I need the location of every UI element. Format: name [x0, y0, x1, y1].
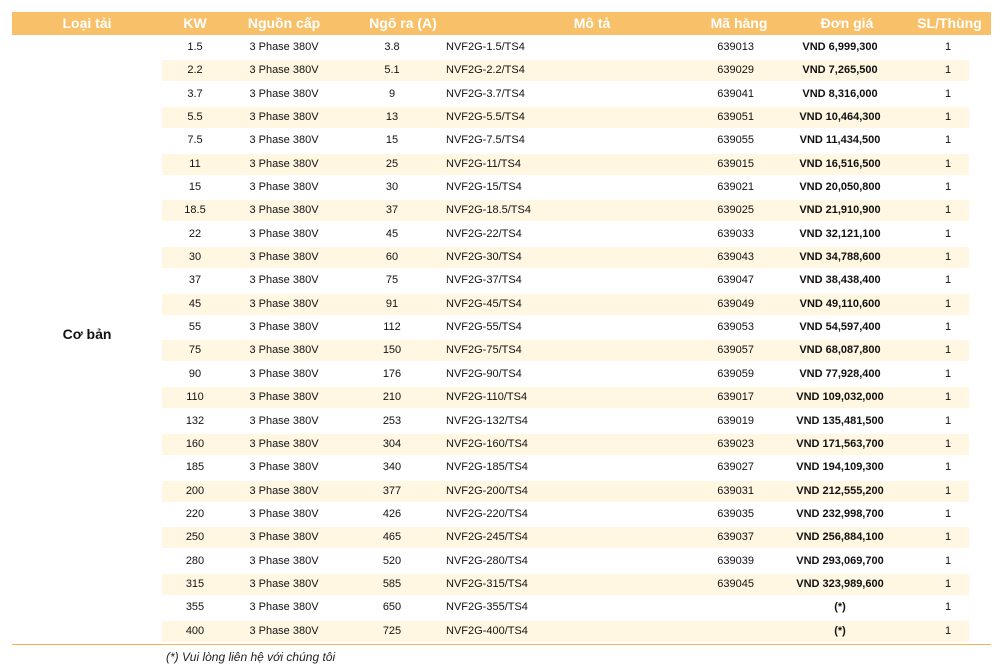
cell-qty: 1: [944, 624, 952, 637]
cell-supply: 3 Phase 380V: [249, 204, 319, 217]
cell-output: 426: [382, 507, 402, 520]
cell-price: VND 68,087,800: [799, 344, 881, 357]
load-type-group-label: Cơ bản: [62, 326, 112, 342]
cell-supply: 3 Phase 380V: [249, 41, 319, 53]
cell-output: 3.8: [384, 41, 400, 53]
cell-description: NVF2G-1.5/TS4: [446, 41, 525, 53]
cell-description: NVF2G-5.5/TS4: [446, 111, 525, 124]
cell-description: NVF2G-15/TS4: [446, 181, 522, 194]
table-row: [162, 526, 969, 549]
cell-description: NVF2G-280/TS4: [446, 554, 528, 567]
cell-output: 30: [385, 181, 399, 194]
cell-supply: 3 Phase 380V: [249, 251, 319, 264]
cell-description: NVF2G-200/TS4: [446, 484, 528, 497]
cell-qty: 1: [944, 181, 952, 194]
cell-price: (*): [834, 624, 846, 637]
cell-code: [682, 620, 754, 643]
table-row: [162, 293, 969, 316]
cell-kw: 220: [185, 507, 205, 520]
cell-output: 340: [382, 461, 402, 474]
cell-kw: 18.5: [184, 204, 206, 217]
table-row: [162, 59, 969, 82]
cell-qty: 1: [944, 251, 952, 264]
cell-price: VND 77,928,400: [799, 367, 881, 380]
cell-qty: 1: [944, 577, 952, 590]
cell-price: VND 232,998,700: [796, 507, 884, 520]
cell-price: VND 8,316,000: [802, 87, 878, 100]
cell-qty: 1: [944, 531, 952, 544]
cell-qty: 1: [944, 414, 952, 427]
cell-kw: 3.7: [187, 87, 203, 100]
table-row: [162, 503, 969, 526]
cell-output: 25: [385, 157, 399, 170]
cell-supply: 3 Phase 380V: [249, 157, 319, 170]
cell-price: VND 11,434,500: [799, 134, 881, 147]
cell-price: VND 256,884,100: [796, 531, 884, 544]
cell-kw: 110: [186, 391, 204, 404]
cell-price: VND 194,109,300: [796, 461, 884, 474]
cell-code: 639029: [717, 64, 754, 77]
table-row: [162, 410, 969, 433]
cell-supply: 3 Phase 380V: [249, 181, 319, 194]
cell-supply: 3 Phase 380V: [249, 484, 319, 497]
cell-supply: 3 Phase 380V: [249, 624, 319, 637]
header-qty: SL/Thùng: [917, 15, 982, 31]
cell-code: 639055: [717, 134, 754, 147]
cell-description: NVF2G-3.7/TS4: [446, 87, 525, 100]
cell-kw: 2.2: [187, 64, 203, 77]
cell-qty: 1: [944, 507, 952, 520]
table-row: [162, 316, 969, 339]
cell-output: 112: [383, 321, 401, 334]
cell-description: NVF2G-400/TS4: [446, 624, 528, 637]
cell-kw: 315: [185, 577, 205, 590]
cell-price: VND 16,516,500: [799, 157, 881, 170]
table-row: [162, 456, 969, 479]
cell-supply: 3 Phase 380V: [249, 367, 319, 380]
cell-supply: 3 Phase 380V: [249, 391, 319, 404]
cell-supply: 3 Phase 380V: [249, 297, 319, 310]
cell-description: NVF2G-37/TS4: [446, 274, 522, 287]
cell-price: VND 212,555,200: [796, 484, 884, 497]
cell-supply: 3 Phase 380V: [249, 531, 319, 544]
table-row: [162, 129, 969, 152]
table-row: [162, 596, 969, 619]
cell-description: NVF2G-132/TS4: [446, 414, 528, 427]
cell-supply: 3 Phase 380V: [249, 414, 319, 427]
cell-description: NVF2G-160/TS4: [446, 437, 528, 450]
cell-qty: 1: [944, 391, 952, 404]
cell-output: 45: [385, 227, 399, 240]
cell-output: 37: [385, 204, 399, 217]
cell-output: 75: [385, 274, 399, 287]
table-row: [162, 153, 969, 176]
cell-price: VND 21,910,900: [799, 204, 881, 217]
cell-description: NVF2G-315/TS4: [446, 577, 528, 590]
table-row: [162, 269, 969, 292]
cell-output: 13: [385, 111, 399, 124]
cell-qty: 1: [944, 111, 952, 124]
cell-qty: 1: [944, 41, 952, 53]
cell-code: 639057: [717, 344, 754, 357]
header-kw: KW: [183, 15, 207, 31]
cell-output: 91: [385, 297, 399, 310]
cell-output: 585: [382, 577, 402, 590]
cell-output: 176: [382, 367, 402, 380]
cell-output: 15: [385, 134, 399, 147]
cell-price: VND 32,121,100: [799, 227, 881, 240]
table-row: [162, 620, 969, 643]
cell-code: 639033: [717, 227, 754, 240]
cell-supply: 3 Phase 380V: [249, 321, 319, 334]
cell-code: 639037: [717, 531, 754, 544]
cell-kw: 185: [185, 461, 205, 474]
cell-price: VND 293,069,700: [796, 554, 884, 567]
cell-supply: 3 Phase 380V: [249, 437, 319, 450]
cell-description: NVF2G-7.5/TS4: [446, 134, 525, 147]
cell-price: VND 6,999,300: [802, 41, 878, 53]
cell-description: NVF2G-75/TS4: [446, 344, 522, 357]
cell-price: VND 54,597,400: [799, 321, 881, 334]
table-row: [162, 176, 969, 199]
cell-output: 150: [382, 344, 402, 357]
cell-price: VND 323,989,600: [796, 577, 884, 590]
cell-supply: 3 Phase 380V: [249, 64, 319, 77]
cell-description: NVF2G-220/TS4: [446, 507, 528, 520]
cell-supply: 3 Phase 380V: [249, 87, 319, 100]
cell-code: 639025: [717, 204, 754, 217]
cell-code: 639041: [717, 87, 754, 100]
cell-kw: 160: [185, 437, 205, 450]
cell-supply: 3 Phase 380V: [249, 227, 319, 240]
cell-code: 639021: [717, 181, 754, 194]
cell-kw: 250: [185, 531, 205, 544]
cell-supply: 3 Phase 380V: [249, 111, 319, 124]
cell-price: VND 20,050,800: [799, 181, 881, 194]
cell-price: (*): [834, 601, 846, 614]
cell-description: NVF2G-90/TS4: [446, 367, 522, 380]
table-row: [162, 433, 969, 456]
cell-supply: 3 Phase 380V: [249, 344, 319, 357]
cell-code: [682, 596, 754, 619]
cell-price: VND 34,788,600: [799, 251, 881, 264]
header-load-type: Loại tải: [62, 15, 112, 31]
header-supply: Nguồn cấp: [247, 15, 321, 31]
cell-description: NVF2G-185/TS4: [446, 461, 528, 474]
table-row: [162, 36, 969, 59]
cell-code: 639017: [717, 391, 754, 404]
cell-code: 639015: [717, 157, 754, 170]
cell-price: VND 7,265,500: [802, 64, 878, 77]
cell-code: 639027: [717, 461, 754, 474]
cell-description: NVF2G-22/TS4: [446, 227, 522, 240]
cell-kw: 11: [189, 157, 201, 170]
cell-code: 639031: [717, 484, 754, 497]
table-row: [162, 223, 969, 246]
cell-output: 650: [382, 601, 402, 614]
cell-supply: 3 Phase 380V: [249, 601, 319, 614]
cell-supply: 3 Phase 380V: [249, 134, 319, 147]
cell-code: 639051: [717, 111, 754, 124]
header-output: Ngõ ra (A): [369, 15, 437, 31]
cell-qty: 1: [944, 157, 952, 170]
cell-kw: 5.5: [187, 111, 203, 124]
cell-code: 639039: [717, 554, 754, 567]
cell-output: 725: [382, 624, 402, 637]
cell-description: NVF2G-2.2/TS4: [446, 64, 525, 77]
table-row: [162, 339, 969, 362]
cell-supply: 3 Phase 380V: [249, 507, 319, 520]
cell-code: 639019: [717, 414, 754, 427]
cell-kw: 55: [188, 321, 202, 334]
cell-output: 60: [385, 251, 399, 264]
cell-qty: 1: [944, 321, 952, 334]
table-header: [12, 12, 991, 35]
cell-supply: 3 Phase 380V: [249, 577, 319, 590]
cell-description: NVF2G-45/TS4: [446, 297, 522, 310]
cell-qty: 1: [944, 297, 952, 310]
table-body: [162, 36, 969, 643]
cell-qty: 1: [944, 367, 952, 380]
cell-qty: 1: [944, 554, 952, 567]
cell-code: 639047: [717, 274, 754, 287]
cell-code: 639059: [717, 367, 754, 380]
cell-output: 377: [382, 484, 402, 497]
cell-kw: 400: [185, 624, 205, 637]
cell-code: 639045: [717, 577, 754, 590]
cell-kw: 280: [185, 554, 205, 567]
cell-supply: 3 Phase 380V: [249, 554, 319, 567]
cell-code: 639013: [717, 41, 754, 53]
cell-qty: 1: [944, 87, 952, 100]
cell-price: VND 171,563,700: [796, 437, 884, 450]
table-row: [162, 363, 969, 386]
cell-kw: 7.5: [187, 134, 203, 147]
cell-kw: 15: [188, 181, 202, 194]
cell-kw: 37: [188, 274, 202, 287]
cell-description: NVF2G-245/TS4: [446, 531, 528, 544]
footnote: (*) Vui lòng liên hệ với chúng tôi: [166, 650, 336, 664]
table-bottom-rule: [12, 644, 991, 645]
cell-kw: 200: [185, 484, 205, 497]
table-row: [162, 480, 969, 503]
cell-output: 9: [388, 87, 396, 100]
cell-description: NVF2G-110/TS4: [446, 391, 528, 404]
cell-code: 639035: [717, 507, 754, 520]
cell-qty: 1: [944, 227, 952, 240]
cell-code: 639043: [717, 251, 754, 264]
cell-output: 253: [382, 414, 402, 427]
header-price: Đơn giá: [820, 15, 874, 31]
cell-price: VND 10,464,300: [799, 111, 881, 124]
cell-price: VND 38,438,400: [799, 274, 881, 287]
cell-qty: 1: [944, 461, 952, 474]
cell-kw: 22: [188, 227, 202, 240]
cell-description: NVF2G-18.5/TS4: [446, 204, 531, 217]
cell-price: VND 49,110,600: [799, 297, 881, 310]
table-row: [162, 83, 969, 106]
table-row: [162, 199, 969, 222]
table-row: [162, 386, 969, 409]
table-row: [162, 550, 969, 573]
cell-price: VND 135,481,500: [796, 414, 884, 427]
cell-kw: 90: [188, 367, 202, 380]
cell-description: NVF2G-55/TS4: [446, 321, 522, 334]
cell-qty: 1: [944, 601, 952, 614]
cell-qty: 1: [944, 274, 952, 287]
cell-qty: 1: [944, 344, 952, 357]
cell-kw: 132: [185, 414, 205, 427]
header-code: Mã hàng: [710, 15, 768, 31]
cell-kw: 1.5: [187, 41, 203, 53]
cell-output: 5.1: [384, 64, 400, 77]
cell-kw: 355: [185, 601, 205, 614]
cell-output: 465: [382, 531, 402, 544]
cell-description: NVF2G-355/TS4: [446, 601, 528, 614]
cell-supply: 3 Phase 380V: [249, 461, 319, 474]
cell-kw: 75: [188, 344, 202, 357]
cell-description: NVF2G-30/TS4: [446, 251, 522, 264]
cell-code: 639053: [717, 321, 754, 334]
cell-code: 639049: [717, 297, 754, 310]
cell-qty: 1: [944, 134, 952, 147]
table-row: [162, 106, 969, 129]
cell-supply: 3 Phase 380V: [249, 274, 319, 287]
cell-kw: 30: [188, 251, 202, 264]
table-row: [162, 246, 969, 269]
table-row: [162, 573, 969, 596]
cell-qty: 1: [944, 64, 952, 77]
cell-qty: 1: [944, 484, 952, 497]
cell-kw: 45: [188, 297, 202, 310]
cell-output: 210: [382, 391, 402, 404]
cell-qty: 1: [944, 204, 952, 217]
cell-qty: 1: [944, 437, 952, 450]
cell-output: 304: [382, 437, 402, 450]
header-description: Mô tả: [573, 15, 611, 31]
cell-price: VND 109,032,000: [796, 391, 884, 404]
cell-output: 520: [382, 554, 402, 567]
cell-description: NVF2G-11/TS4: [446, 157, 521, 170]
cell-code: 639023: [717, 437, 754, 450]
